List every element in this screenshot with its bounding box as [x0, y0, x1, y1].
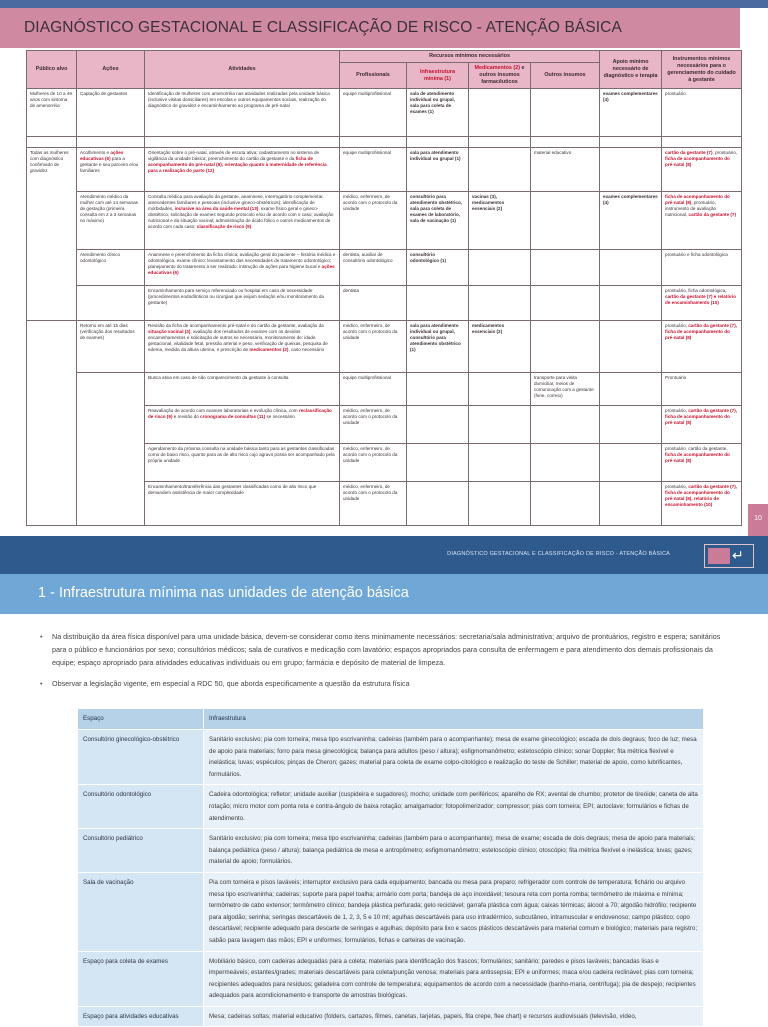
ficha-link[interactable]: ficha de acompanhamento do pré-natal (8) — [665, 156, 730, 167]
cell-med — [469, 89, 531, 137]
cell-outros — [531, 406, 600, 444]
col-espaco: Espaço — [78, 709, 204, 730]
table-row — [78, 872, 704, 951]
cell-outros — [531, 250, 600, 286]
cartao-link[interactable]: cartão da gestante (7) — [665, 150, 713, 156]
cell-outros: material educativo — [531, 148, 600, 192]
cell-apoio — [600, 321, 662, 373]
col-apoio: Apoio mínimo necessário de diagnóstico e terapia — [600, 51, 662, 89]
cell-profissionais: médico, enfermeiro, de acordo com o protocolo da unidade — [340, 192, 407, 250]
cell-profissionais: dentista, auxiliar de consultório odontológico — [340, 250, 407, 286]
col-profissionais: Profissionais — [340, 63, 407, 89]
cell-instrumentos: ficha de acompanhamento do pré-natal (8), prontuário, instrumento de avaliação nutricional, cartão da gestante (7) — [662, 192, 742, 250]
cell-instrumentos: prontuário, ficha odontológica, cartão da gestante (7) e relatório de encaminhamento (10) — [662, 286, 742, 321]
cell-profissionais: equipe multiprofissional — [340, 373, 407, 406]
cell-med — [469, 286, 531, 321]
cell-infra — [407, 286, 469, 321]
cell-infraestrutura: Mobiliário básico, com cadeiras adequadas para a coleta; materiais para identificação dos frascos; formulários; sanitário; paredes e pisos laváveis; bancadas lisas e impermeáveis; estantes/grades; materiais descartáveis para coleta/punção venosa; materiais para antissepsia; EPI e uniformes; maca e/ou cadeira reclinável; pias com torneira; recipientes adequados para resíduos; geladeira com controle de temperatura; equipamentos de acordo com a necessidade (banho-maria, centrífuga); pia de despejo; recipientes adequados para acondicionamento e transporte de amostras biológicas. — [204, 951, 704, 1006]
cell-atividade: Encaminhamento/transferência das gestantes classificadas como de alto risco que demandem assistência de maior complexidade — [145, 482, 340, 526]
col-infraestrutura: Infraestrutura — [204, 709, 704, 730]
table-row — [27, 321, 742, 373]
table-row — [78, 829, 704, 873]
cell-profissionais: médico, enfermeiro, de acordo com o protocolo da unidade — [340, 321, 407, 373]
cell-infra — [407, 482, 469, 526]
cell-espaco: Espaço para atividades educativas — [78, 1006, 204, 1027]
table-row — [78, 951, 704, 1006]
title-band — [0, 8, 740, 48]
cell-med — [469, 482, 531, 526]
table-row — [27, 286, 742, 321]
col-acoes: Ações — [77, 51, 145, 89]
cell-instrumentos: prontuário — [662, 89, 742, 137]
medicamentos-link[interactable]: medicamentos (2) — [249, 346, 289, 352]
acoes-educativas-link[interactable]: ações educativas (6) — [148, 264, 335, 275]
acoes-educativas-link[interactable]: ações educativas (6) — [80, 150, 124, 162]
cell-atividade: Identificação de mulheres com amenorréia nas atividades realizadas pela unidade básica (inclusive visitas domiciliares) em escolas e outros equipamentos sociais, realização do diagnóstico de gravidez e encaminhamento ao programa de pré-natal — [145, 89, 340, 137]
bullet-item: • Observar a legislação vigente, em especial a RDC 50, que aborda especificamente a questão da estrutura física — [40, 677, 730, 690]
ficha-link[interactable]: ficha de acompanhamento do pré-natal (8); orientação quanto à maternidade de referência para a realização do parto (12) — [148, 156, 327, 173]
col-infraestrutura: Infraestrutura mínima (1) — [407, 63, 469, 89]
cartao-link[interactable]: cartão da gestante (7), ficha de acompanhamento do pré-natal (8) — [665, 408, 738, 425]
col-instrumentos: Instrumentos mínimos necessários para o gerenciamento do cuidado à gestante — [662, 51, 742, 89]
cell-med — [469, 373, 531, 406]
cell-outros — [531, 286, 600, 321]
cell-profissionais: médico, enfermeiro, de acordo com o protocolo da unidade — [340, 482, 407, 526]
cell-infra-link[interactable]: consultório para atendimento obstétrico, sala para coleta de exames de laboratório, sala de vacinação (1) — [407, 192, 469, 250]
table-row — [27, 373, 742, 406]
cell-acao — [77, 373, 145, 526]
cell-apoio — [600, 250, 662, 286]
cell-med — [469, 406, 531, 444]
cartao-link[interactable]: cartão da gestante (7) e relatório de encaminhamento (10) — [665, 294, 737, 305]
ficha-link[interactable]: ficha de acompanhamento do pré-natal (8) — [665, 452, 730, 463]
cell-infra-link[interactable]: sala de atendimento individual ou grupal, sala para coleta de exames (1) — [407, 89, 469, 137]
cell-atividade: Agendamento da próxima consulta na unidade básica tanto para as gestantes classificadas como de baixo risco, quanto para as de alto risco cujo agravo possa ser acompanhado pela própria unidade — [145, 444, 340, 482]
cell-med — [469, 250, 531, 286]
cell-infraestrutura: Sanitário exclusivo; pia com torneira; mesa tipo escrivaninha; cadeiras (também para o acompanhante); mesa de exame ginecológico; escada de dois degraus; foco de luz; mesa de apoio para materiais; forro para mesa ginecológica; balança para adultos (peso / altura); esfigmomanômetro; estetoscópio clínico; sonar Doppler; fita métrica flexível e inelástica; luvas; espéculos; pinças de Cheron; gazes; material para coleta de exame colpo-citológico e realização do teste de Schiller; material de apoio, como lubrificantes, formulários. — [204, 730, 704, 785]
cell-apoio — [600, 482, 662, 526]
cell-infraestrutura: Cadeira odontológica; refletor; unidade auxiliar (cuspideira e sugadores); mocho; unidade com periféricos; aparelho de RX; avental de chumbo; protetor de tireóide; caneta de alta rotação; micro motor com ponta reta e contra-ângulo de baixa rotação; amalgamador; fotopolimerizador; compressor; pias com torneira; EPI; autoclave; formulários e fichas de atendimento. — [204, 785, 704, 829]
saude-mental-link[interactable]: inclusive na área da saúde mental (13) — [174, 206, 259, 211]
table-row — [78, 730, 704, 785]
cell-infra — [407, 373, 469, 406]
table-row — [27, 192, 742, 250]
table-row — [27, 89, 742, 137]
care-actions-table — [26, 50, 742, 526]
cell-instrumentos: prontuário, cartão da gestante (7), ficha de acompanhamento do pré-natal (8) — [662, 406, 742, 444]
cell-apoio — [600, 148, 662, 192]
section-title: 1 - Infraestrutura mínima nas unidades de atenção básica — [38, 585, 409, 601]
reclassificacao-link[interactable]: reclassificação de risco (9) — [148, 408, 332, 420]
ficha-link[interactable]: ficha de acompanhamento do pré-natal (8) — [665, 194, 730, 206]
cell-acao: Atendimento clínico odontológico — [77, 250, 145, 286]
cell-acao — [77, 286, 145, 321]
table-row — [27, 148, 742, 192]
col-recursos: Recursos mínimos necessários — [340, 51, 600, 63]
table-header-row — [78, 709, 704, 730]
cell-espaco: Consultório odontológico — [78, 785, 204, 829]
cell-instrumentos: cartão da gestante (7), prontuário, ficha de acompanhamento do pré-natal (8) — [662, 148, 742, 192]
footer-band — [0, 536, 768, 574]
back-button[interactable] — [704, 544, 754, 568]
page-number: 10 — [748, 504, 768, 536]
cell-espaco: Consultório pediátrico — [78, 829, 204, 873]
cell-infraestrutura: Mesa; cadeiras soltas; material educativo (folders, cartazes, filmes, canetas, tarjetas, papeis, fita crepe, flee chart) e recursos audiovisuais (televisão, vídeo, — [204, 1006, 704, 1027]
cell-outros — [531, 89, 600, 137]
cell-publico: Todas as mulheres com diagnóstico confirmado de gravidez — [27, 148, 77, 321]
cell-infraestrutura: Sanitário exclusivo; pia com torneira; mesa tipo escrivaninha; cadeiras (também para o acompanhante); mesa de exame; escada de dois degraus; mesa de apoio para materiais; balança pediátrica (peso / altura); balança pediátrica de mesa e antropômetro; esfigmomanômetro; estetoscópio clínico; otoscópio; fita métrica flexível e inelástica; luvas; gazes; material de apoio; formulários. — [204, 829, 704, 873]
cell-infra-link[interactable]: consultório odontológico (1) — [407, 250, 469, 286]
cell-med-link[interactable]: medicamentos essenciais (2) — [469, 321, 531, 373]
cell-espaco: Sala de vacinação — [78, 872, 204, 951]
cell-apoio — [600, 286, 662, 321]
table-header-row — [27, 51, 742, 63]
cell-apoio — [600, 373, 662, 406]
cell-profissionais: equipe multiprofissional — [340, 89, 407, 137]
col-publico-alvo: Público alvo — [27, 51, 77, 89]
cell-atividade: Orientação sobre o pré-natal, através de escuta ativa; cadastramento no sistema de vigilância da unidade básica; preenchimento do cartão da gestante e da ficha de acompanhamento do pré-natal (8); orientação quanto à maternidade de referência para a realização do parto (12) — [145, 148, 340, 192]
cell-instrumentos: Prontuário — [662, 373, 742, 406]
cell-espaco: Consultório ginecológico-obstétrico — [78, 730, 204, 785]
cell-profissionais: médico, enfermeiro, de acordo com o protocolo da unidade — [340, 444, 407, 482]
cell-instrumentos: prontuário, cartão da gestante, ficha de acompanhamento do pré-natal (8) — [662, 444, 742, 482]
cell-apoio — [600, 444, 662, 482]
cell-outros — [531, 444, 600, 482]
cell-infra — [407, 444, 469, 482]
cell-acao: Retorno em até 15 dias (verificação dos resultados de exames) — [77, 321, 145, 373]
infrastructure-table — [77, 708, 704, 1027]
return-arrow-icon: ↵ — [732, 547, 744, 563]
cell-atividade: Reavaliação de acordo com exames laboratoriais e evolução clínica, com reclassificação de risco (9) e revisão do cronograma de consultas (11) se necessário — [145, 406, 340, 444]
footer-title: DIAGNÓSTICO GESTACIONAL E CLASSIFICAÇÃO DE RISCO - ATENÇÃO BÁSICA — [447, 551, 670, 557]
cell-publico — [27, 321, 77, 526]
col-atividades: Atividades — [145, 51, 340, 89]
cell-outros — [531, 192, 600, 250]
cell-med-link[interactable]: vacinas (3), medicamentos essenciais (2) — [469, 192, 531, 250]
cell-acao: Captação de gestantes — [77, 89, 145, 137]
right-margin — [748, 8, 768, 506]
cell-apoio-link[interactable]: exames complementares (4) — [600, 192, 662, 250]
cell-apoio — [600, 406, 662, 444]
cell-profissionais: médico, enfermeiro, de acordo com o protocolo da unidade — [340, 406, 407, 444]
cell-atividade: Busca ativa em caso de não comparecimento da gestante à consulta — [145, 373, 340, 406]
medicamentos-link[interactable]: Medicamentos (2) — [474, 65, 521, 72]
cell-atividade: Revisão da ficha de acompanhamento pré-natal e do cartão da gestante, avaliação da situação vacinal (3), avaliação dos resultados de exames com os devidos encaminhamentos e solicitação de outros se necessário, monitoramento de: idade gestacional, vitalidade fetal, pressão arterial e peso, verificação de queixas, pesquisa de edema, medida da altura uterina, e prescrição de medicamentos (2), caso necessário — [145, 321, 340, 373]
cell-instrumentos: prontuário, cartão da gestante (7), ficha de acompanhamento do pré-natal (8), relatório de encaminhamento (10) — [662, 482, 742, 526]
cell-instrumentos: prontuário, cartão da gestante (7), ficha de acompanhamento do pré-natal (8) — [662, 321, 742, 373]
bullet-item: • Na distribuição da área física disponível para uma unidade básica, devem-se considerar como itens minimamente necessários: secretaria/sala administrativa; arquivo de prontuários, registro e espera; sanitários para o público e funcionários por sexo; consultórios médicos; sala de curativos e medicação com lavatório; espaços apropriados para consulta de enfermagem e para atendimento dos demais profissionais da equipe; espaço apropriado para atividades educativas individuais ou em grupo; farmácia e depósito de material de limpeza. — [40, 630, 730, 669]
cell-atividade: Anamnese e preenchimento da ficha clínica; avaliação geral do paciente – história médica e odontológica, exame clínico; levantamento das necessidades de tratamento odontológico; planejamento do tratamento a ser realizado; instrução de ações para higiene bucal e ações educativas (6) — [145, 250, 340, 286]
cell-outros: transporte para visita domiciliar, meios de comunicação com a gestante (fone, correio) — [531, 373, 600, 406]
cell-apoio-link[interactable]: exames complementares (4) — [600, 89, 662, 137]
cell-atividade: Encaminhamento para serviço referenciado ou hospital em caso de necessidade (procedimentos endodônticos ou cirurgias que exijam sedação e/ou monitoramento da gestante) — [145, 286, 340, 321]
section-band — [0, 574, 768, 614]
cell-profissionais: dentista — [340, 286, 407, 321]
table-row — [78, 785, 704, 829]
cell-infra-link[interactable]: sala para atendimento individual ou grupal, consultório para atendimento obstétrico (1) — [407, 321, 469, 373]
cell-publico: Mulheres de 10 a 49 anos com sintoma de amenorréia — [27, 89, 77, 137]
cell-profissionais: equipe multiprofissional — [340, 148, 407, 192]
page-title: DIAGNÓSTICO GESTACIONAL E CLASSIFICAÇÃO DE RISCO - ATENÇÃO BÁSICA — [24, 19, 622, 36]
cronograma-link[interactable]: cronograma de consultas (11) — [200, 414, 266, 420]
back-bar — [708, 548, 730, 564]
classificacao-link[interactable]: classificação de risco (9) — [196, 223, 252, 229]
cell-atividade: Consulta médica para avaliação da gestante, anamnese, interrogatório complementar, antecedentes familiares e pessoais (inclusive gineco-obstétricos); identificação de morbidades, inclusive na área da saúde mental (13), exame físico geral e gineco-obstétrico; solicitação de exames segundo protocolo e/ou de acordo com o caso; avaliação nutricional e da situação vacinal; administração de ácido fólico e outros medicamentos de acordo com cada caso; classificação de risco (9) — [145, 192, 340, 250]
bullet-list — [40, 630, 730, 698]
cell-med — [469, 444, 531, 482]
cell-acao: Atendimento médico da mulher com até 14 semanas de gestação (primeira consulta em 2 a 3 semanas no máximo) — [77, 192, 145, 250]
cell-med — [469, 148, 531, 192]
cartao-link[interactable]: cartão da gestante (7) — [688, 211, 737, 217]
cartao-link[interactable]: cartão da gestante (7), ficha de acompanhamento do pré-natal (8) — [665, 323, 738, 340]
cell-instrumentos: prontuário e ficha odontológica — [662, 250, 742, 286]
cell-outros — [531, 321, 600, 373]
cell-outros — [531, 482, 600, 526]
top-bar — [0, 0, 768, 8]
cell-espaco: Espaço para coleta de exames — [78, 951, 204, 1006]
cell-infraestrutura: Pia com torneira e pisos laváveis; interruptor exclusivo para cada equipamento; bancada ou mesa para preparo; refrigerador com controle de temperatura; fichário ou arquivo mesa tipo escrivaninha; cadeiras; suporte para papel toalha; armário com porta; bandeja de aço inoxidável; tesoura reta com ponta romba; termômetro de máxima e mínima; termômetro de cabo extensor; termômetro clínico; bandeja plástica perfurada; gelo reciclável; garrafa plástica com água; caixas térmicas; álcool a 70; algodão hidrófilo; recipiente para algodão; serinha; seringas descartáveis de 1, 2, 3, 5 e 10 ml; agulhas descartáveis para uso intradérmico, subcutâneo, intramuscular e endovenoso; campo plástico; copo descartável; recipiente adequado para descarte de seringas e agulhas; depósito para lixo e sacos plásticos descartáveis para material comum e biológico; materiais para registro; sabão para lavagem das mãos; EPI e uniformes; formulários, fichas e carteiras de vacinação. — [204, 872, 704, 951]
situacao-vacinal-link[interactable]: situação vacinal (3) — [148, 329, 191, 335]
table-row — [27, 250, 742, 286]
col-medicamentos: Medicamentos (2) e outros insumos farmacêuticos — [469, 63, 531, 89]
cell-acao: Acolhimento e ações educativas (6) para a gestante e seu parceiro e/ou familiares — [77, 148, 145, 192]
row-spacer — [27, 137, 742, 148]
cell-infra — [407, 406, 469, 444]
col-outros-insumos: Outros insumos — [531, 63, 600, 89]
cartao-link[interactable]: cartão da gestante (7), ficha de acompanhamento do pré-natal (8), relatório de encaminhamento (10) — [665, 484, 738, 507]
cell-infra-link[interactable]: sala para atendimento individual ou grupal (1) — [407, 148, 469, 192]
